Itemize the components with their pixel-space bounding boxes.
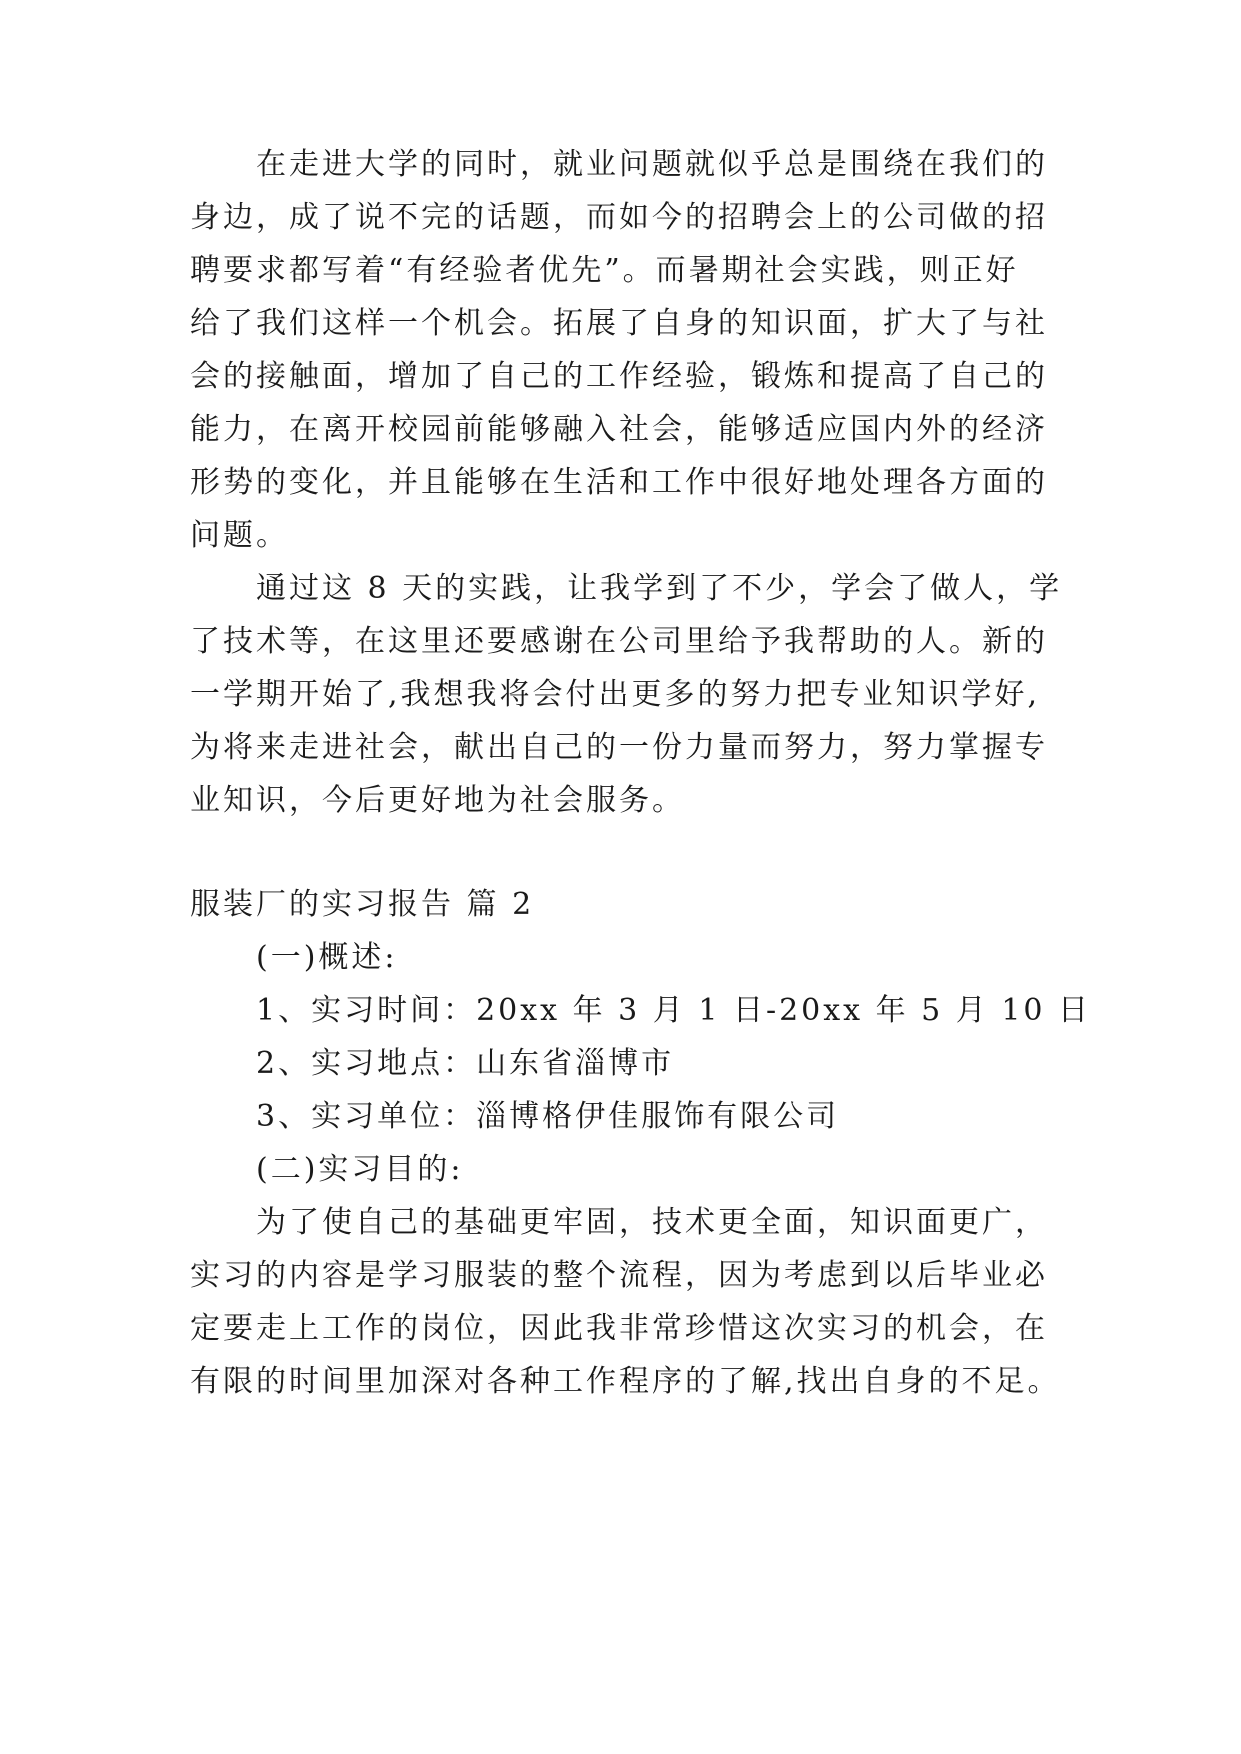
paragraph-line: 形势的变化，并且能够在生活和工作中很好地处理各方面的 [190,465,1048,500]
overview-item: 2、实习地点：山东省淄博市 [256,1046,675,1081]
paragraph-line: 通过这 8 天的实践，让我学到了不少，学会了做人，学 [256,571,1063,606]
paragraph-line: 有限的时间里加深对各种工作程序的了解,找出自身的不足。 [190,1364,1061,1399]
paragraph-line: 定要走上工作的岗位，因此我非常珍惜这次实习的机会，在 [190,1311,1048,1346]
paragraph-line: 为将来走进社会，献出自己的一份力量而努力，努力掌握专 [190,730,1048,765]
paragraph-line: 实习的内容是学习服装的整个流程，因为考虑到以后毕业必 [190,1258,1048,1293]
paragraph-line: 聘要求都写着“有经验者优先”。而暑期社会实践，则正好 [190,253,1019,288]
paragraph-line: 会的接触面，增加了自己的工作经验，锻炼和提高了自己的 [190,359,1048,394]
overview-item: 3、实习单位：淄博格伊佳服饰有限公司 [256,1099,840,1134]
paragraph-line: 了技术等，在这里还要感谢在公司里给予我帮助的人。新的 [190,624,1048,659]
overview-heading: (一)概述: [256,940,398,975]
paragraph-line: 身边，成了说不完的话题，而如今的招聘会上的公司做的招 [190,200,1048,235]
paragraph-line: 在走进大学的同时，就业问题就似乎总是围绕在我们的 [256,147,1048,182]
purpose-heading: (二)实习目的: [256,1152,464,1187]
paragraph-line: 问题。 [190,518,289,553]
paragraph-line: 一学期开始了,我想我将会付出更多的努力把专业知识学好, [190,677,1041,712]
paragraph-line: 业知识，今后更好地为社会服务。 [190,783,685,818]
section-title: 服装厂的实习报告 篇 2 [190,887,535,922]
paragraph-line: 给了我们这样一个机会。拓展了自身的知识面，扩大了与社 [190,306,1048,341]
paragraph-line: 能力，在离开校园前能够融入社会，能够适应国内外的经济 [190,412,1048,447]
overview-item: 1、实习时间：20xx 年 3 月 1 日-20xx 年 5 月 10 日 [256,993,1092,1028]
paragraph-line: 为了使自己的基础更牢固，技术更全面，知识面更广， [256,1205,1048,1240]
